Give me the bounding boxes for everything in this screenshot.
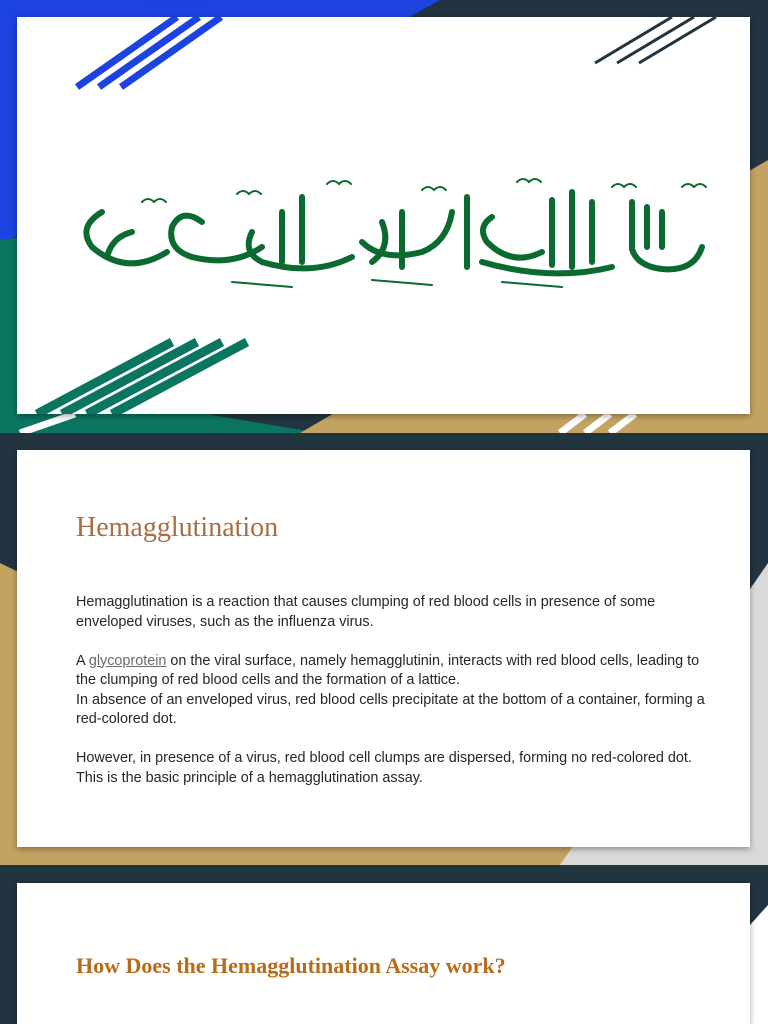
bismillah-calligraphy-art (72, 172, 712, 302)
paragraph-suffix: on the viral surface, namely hemagglutinin, interacts with red blood cells, leading to the clumping of red blood cells and the formation of a lattice. (76, 652, 700, 688)
glycoprotein-link[interactable]: glycoprotein (88, 652, 167, 669)
slide-body (76, 593, 716, 808)
bismillah-calligraphy (72, 172, 712, 302)
paragraph-definition: Hemagglutination is a reaction that causes clumping of red blood cells in presence of some enveloped viruses, such as the influenza virus. (76, 594, 656, 630)
slide-title: Hemagglutination (76, 512, 279, 543)
paragraph-prefix: A (76, 652, 89, 669)
assay-slide-card (17, 883, 750, 1024)
title-slide-card (17, 17, 750, 414)
hemagglutination-slide-card (17, 450, 750, 847)
paragraph-principle: However, in presence of a virus, red blood cell clumps are dispersed, forming no red-colored dot. This is the basic principle of a hemagglutination assay. (76, 750, 692, 786)
paragraph-glycoprotein (76, 652, 716, 691)
paragraph-absence: In absence of an enveloped virus, red blood cells precipitate at the bottom of a container, forming a red-colored dot. (76, 691, 705, 727)
slide-title: How Does the Hemagglutination Assay work? (76, 953, 506, 978)
